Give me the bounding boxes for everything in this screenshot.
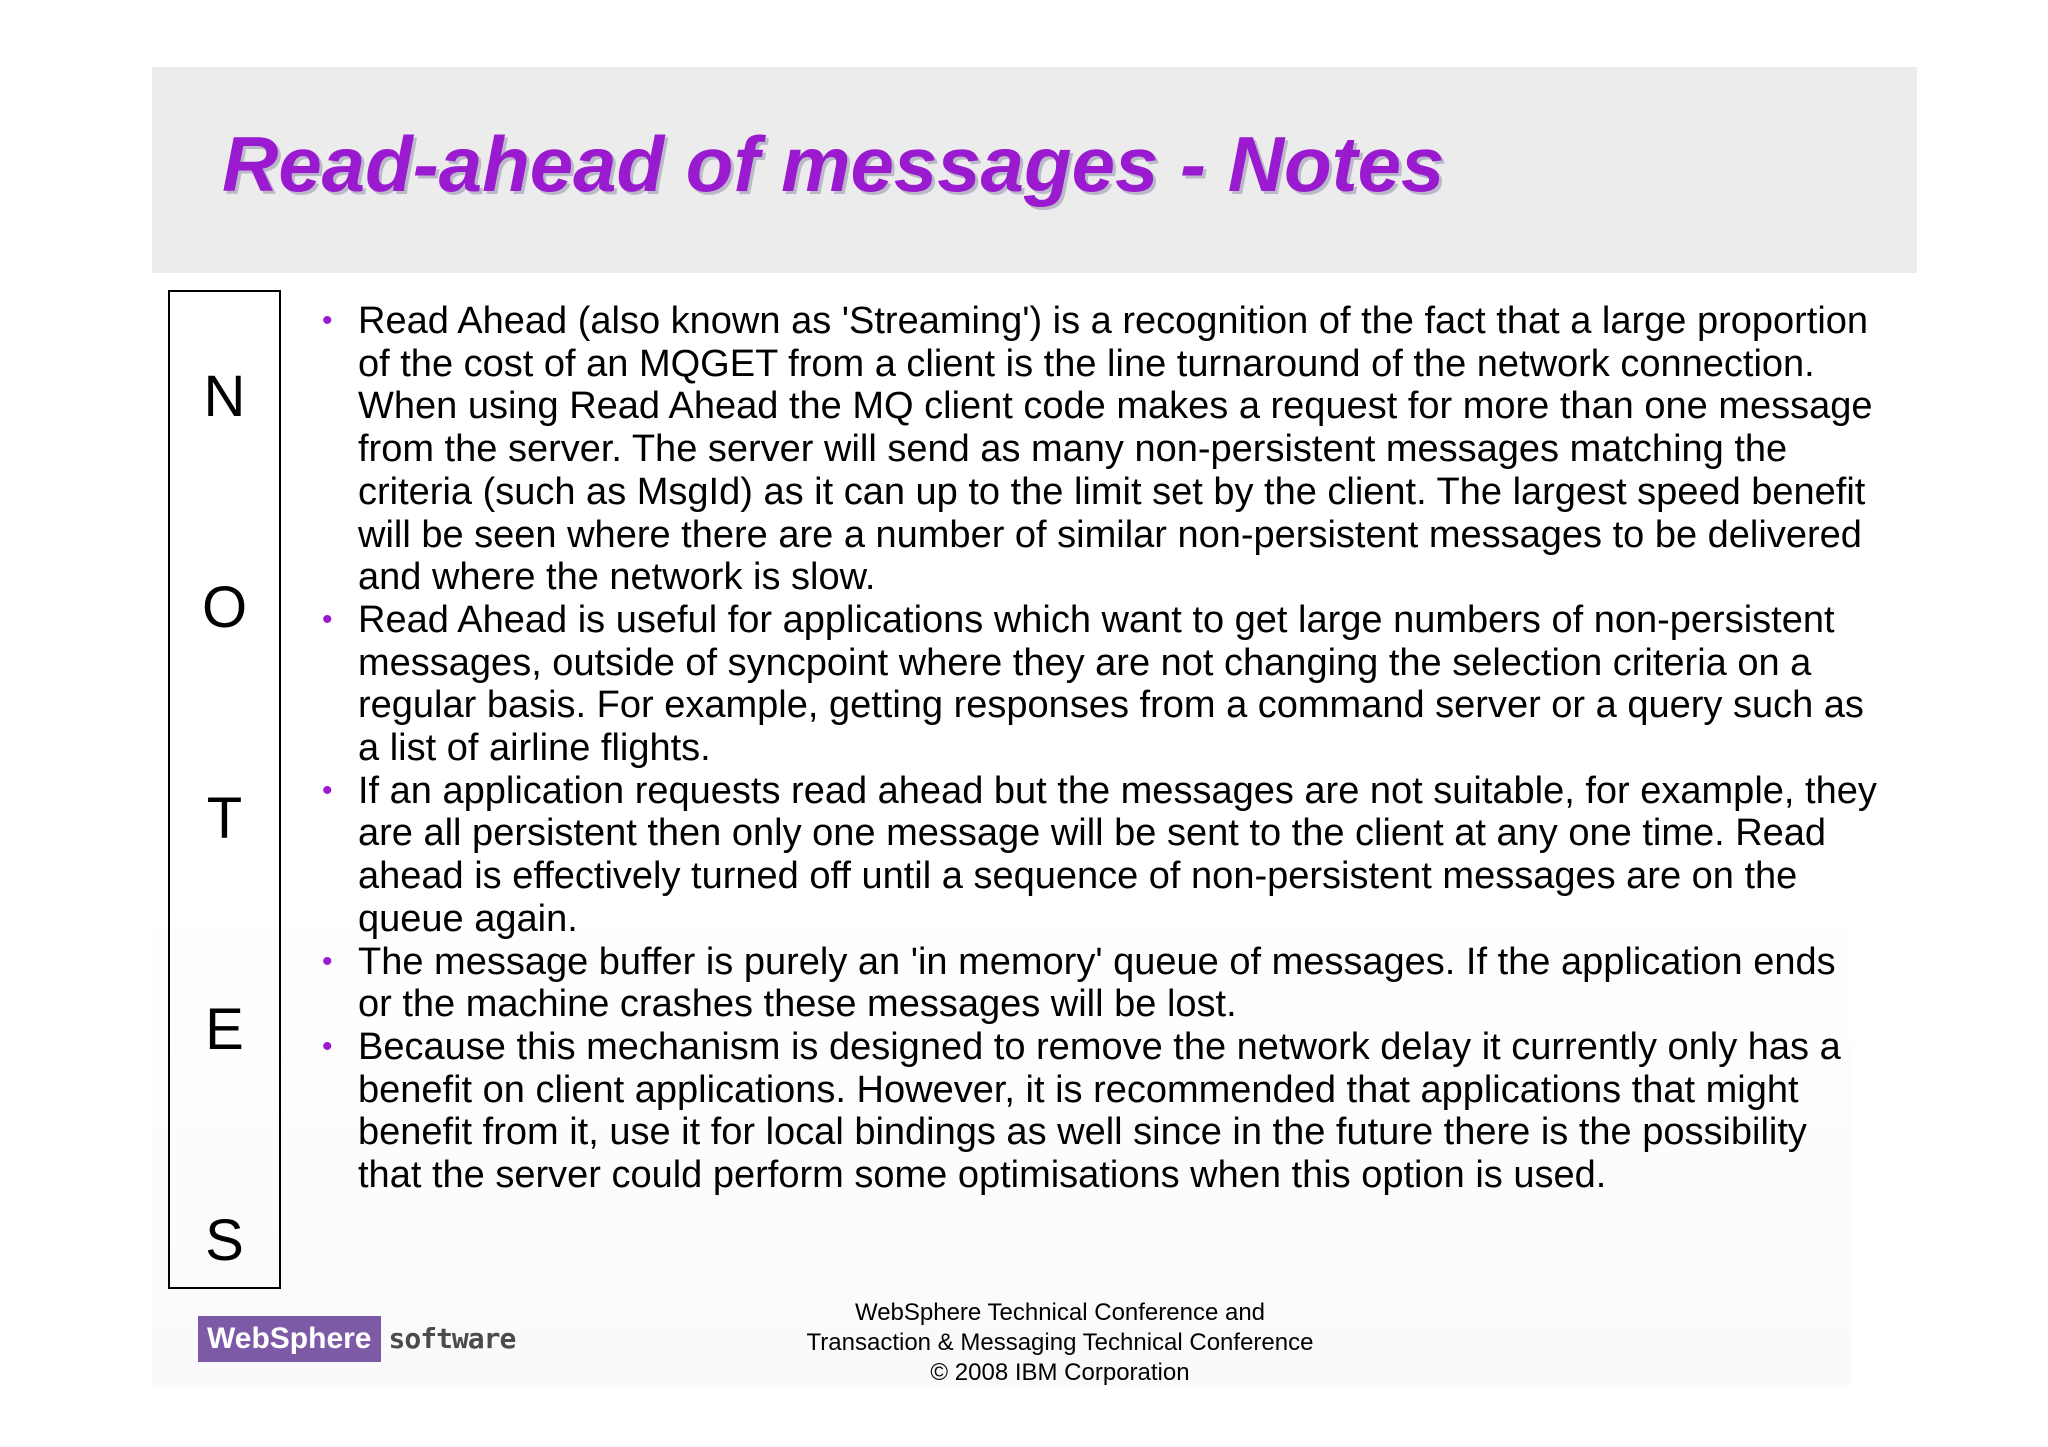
title-band — [152, 67, 1917, 273]
bullet-icon: • — [322, 1029, 333, 1063]
list-item — [318, 1026, 1878, 1197]
footer-line: WebSphere Technical Conference and — [854, 1299, 1266, 1326]
footer-copyright: © 2008 IBM Corporation — [930, 1359, 1190, 1386]
bullet-icon: • — [322, 944, 333, 978]
list-item — [318, 770, 1878, 941]
notes-letter: T — [206, 786, 243, 851]
bullet-text: If an application requests read ahead but the messages are not suitable, for example, they are all persistent then only one message will be sent to the client at any one time. Read ahead is effectively turned off until a sequence of non-persistent messages are on the queue again. — [358, 769, 1877, 940]
list-item — [318, 941, 1878, 1026]
footer-conference-info — [760, 1298, 1360, 1388]
websphere-logo — [198, 1316, 515, 1362]
bullet-icon: • — [322, 602, 333, 636]
notes-bullet-list — [318, 300, 1878, 1197]
list-item — [318, 599, 1878, 770]
footer-line: Transaction & Messaging Technical Conference — [806, 1329, 1314, 1356]
notes-sidebar — [168, 290, 281, 1289]
bullet-text: Because this mechanism is designed to remove the network delay it currently only has a benefit on client applications. However, it is recommended that applications that might benefit from it, use it for local bindings as well since in the future there is the possibility that the server could perform some optimisations when this option is used. — [358, 1025, 1841, 1197]
notes-letter: O — [201, 575, 248, 640]
page-title: Read-ahead of messages - Notes — [222, 120, 1445, 208]
bullet-icon: • — [322, 773, 333, 807]
bullet-text: The message buffer is purely an 'in memory' queue of messages. If the application ends or the machine crashes these messages will be lost. — [358, 940, 1836, 1026]
notes-letter: E — [205, 997, 244, 1062]
logo-product-text: software — [388, 1322, 516, 1355]
bullet-text: Read Ahead (also known as 'Streaming') is a recognition of the fact that a large proportion of the cost of an MQGET from a client is the line turnaround of the network connection. When using Read Ahead the MQ client code makes a request for more than one message from the server. The server will send as many non-persistent messages matching the criteria (such as MsgId) as it can up to the limit set by the client. The largest speed benefit will be seen where there are a number of similar non-persistent messages to be delivered and where the network is slow. — [358, 300, 1873, 599]
list-item — [318, 300, 1878, 599]
notes-letter: S — [205, 1208, 244, 1273]
notes-letter: N — [203, 364, 246, 429]
logo-brand-text: WebSphere — [198, 1316, 381, 1362]
bullet-icon: • — [322, 304, 333, 337]
bullet-text: Read Ahead is useful for applications which want to get large numbers of non-persistent messages, outside of syncpoint where they are not changing the selection criteria on a regular basis. For example, getting responses from a command server or a query such as a list of airline flights. — [358, 598, 1864, 770]
